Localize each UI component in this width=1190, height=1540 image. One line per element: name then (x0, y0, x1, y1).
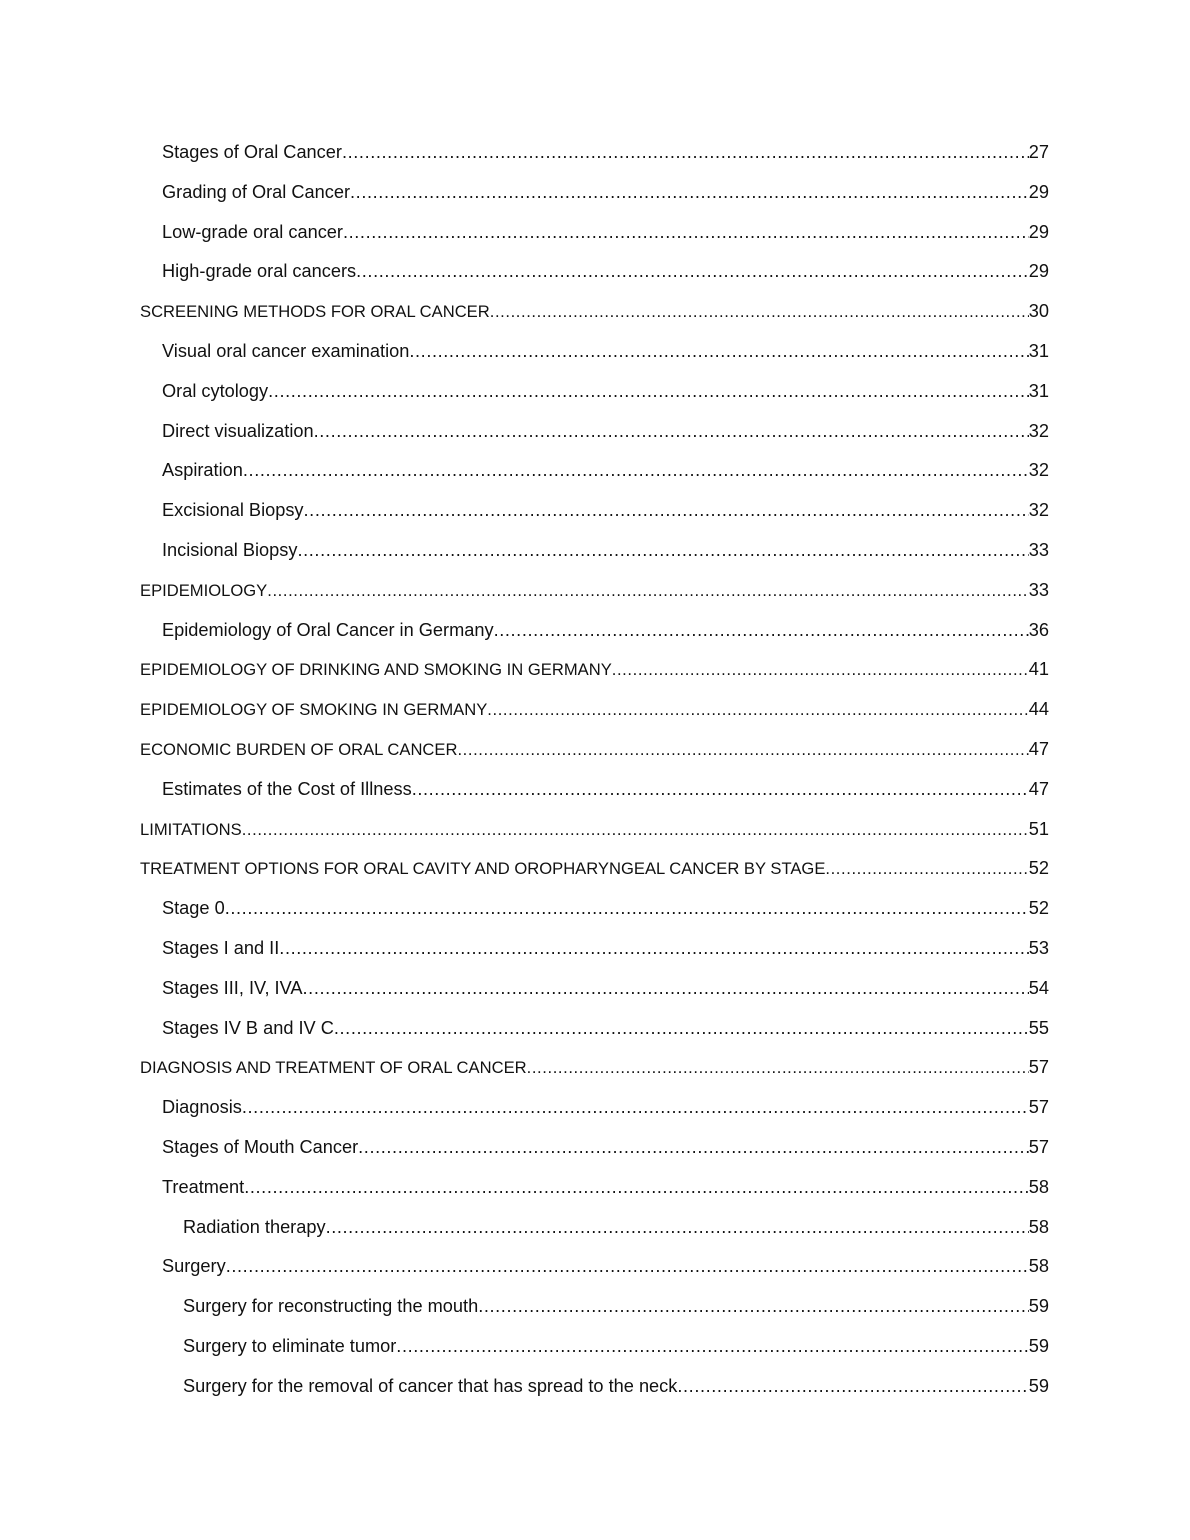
toc-dot-leader (267, 571, 1029, 611)
toc-entry-title: Surgery for the removal of cancer that has spread to the neck (183, 1375, 678, 1396)
toc-dot-leader (304, 491, 1029, 531)
toc-dot-leader (225, 889, 1029, 929)
toc-dot-leader (527, 1048, 1029, 1088)
toc-entry-title: Incisional Biopsy (162, 539, 298, 560)
toc-dot-leader (350, 173, 1029, 213)
toc-entry[interactable] (140, 1327, 1049, 1367)
toc-entry[interactable] (140, 1367, 1049, 1407)
toc-dot-leader (242, 810, 1029, 850)
toc-dot-leader (326, 1208, 1029, 1248)
toc-entry-page-number: 47 (1028, 778, 1049, 799)
toc-dot-leader (412, 770, 1029, 810)
toc-entry-title: Stage 0 (162, 898, 225, 919)
toc-entry-page-number: 36 (1028, 619, 1049, 640)
toc-entry-page-number: 41 (1028, 659, 1049, 680)
toc-entry-page-number: 57 (1028, 1136, 1049, 1157)
toc-entry-title: Estimates of the Cost of Illness (162, 778, 412, 799)
toc-dot-leader (677, 1367, 1028, 1407)
toc-entry[interactable] (140, 969, 1049, 1009)
toc-entry[interactable] (140, 770, 1049, 810)
toc-entry-title: DIAGNOSIS AND TREATMENT OF ORAL CANCER (140, 1058, 527, 1078)
toc-entry-title: Excisional Biopsy (162, 500, 304, 521)
toc-dot-leader (457, 730, 1028, 770)
toc-entry[interactable] (140, 451, 1049, 491)
toc-dot-leader (303, 969, 1029, 1009)
toc-entry-page-number: 59 (1028, 1375, 1049, 1396)
toc-entry[interactable] (140, 1048, 1049, 1088)
toc-entry-title: Epidemiology of Oral Cancer in Germany (162, 619, 494, 640)
toc-entry-page-number: 47 (1028, 738, 1049, 759)
toc-entry[interactable] (140, 810, 1049, 850)
toc-entry-title: SCREENING METHODS FOR ORAL CANCER (140, 302, 490, 322)
toc-entry-title: Aspiration (162, 460, 243, 481)
toc-dot-leader (478, 1287, 1029, 1327)
toc-entry[interactable] (140, 1287, 1049, 1327)
toc-entry-title: Radiation therapy (183, 1216, 326, 1237)
toc-entry-page-number: 57 (1028, 1097, 1049, 1118)
toc-dot-leader (334, 1009, 1029, 1049)
toc-dot-leader (226, 1247, 1029, 1287)
toc-entry-page-number: 32 (1028, 420, 1049, 441)
toc-entry[interactable] (140, 650, 1049, 690)
toc-entry-title: Oral cytology (162, 380, 269, 401)
toc-entry[interactable] (140, 730, 1049, 770)
toc-dot-leader (268, 372, 1029, 412)
toc-entry-title: High-grade oral cancers (162, 261, 357, 282)
toc-entry[interactable] (140, 929, 1049, 969)
toc-entry[interactable] (140, 133, 1049, 173)
toc-dot-leader (297, 531, 1028, 571)
toc-entry-page-number: 57 (1028, 1057, 1049, 1078)
toc-dot-leader (825, 849, 1028, 889)
toc-dot-leader (487, 690, 1028, 730)
toc-entry[interactable] (140, 1009, 1049, 1049)
toc-entry-title: EPIDEMIOLOGY OF DRINKING AND SMOKING IN GERMANY (140, 660, 612, 680)
toc-dot-leader (494, 611, 1029, 651)
toc-entry-page-number: 29 (1028, 221, 1049, 242)
toc-entry-title: Direct visualization (162, 420, 314, 441)
toc-entry-page-number: 52 (1028, 858, 1049, 879)
toc-entry-page-number: 29 (1028, 181, 1049, 202)
toc-entry-page-number: 59 (1028, 1335, 1049, 1356)
toc-dot-leader (409, 332, 1028, 372)
toc-entry[interactable] (140, 611, 1049, 651)
toc-entry-title: Diagnosis (162, 1097, 242, 1118)
toc-dot-leader (358, 1128, 1029, 1168)
toc-dot-leader (396, 1327, 1028, 1367)
toc-entry[interactable] (140, 690, 1049, 730)
toc-entry-title: Stages of Mouth Cancer (162, 1136, 359, 1157)
toc-entry-title: Surgery (162, 1256, 226, 1277)
toc-entry-title: EPIDEMIOLOGY OF SMOKING IN GERMANY (140, 700, 488, 720)
toc-dot-leader (243, 451, 1029, 491)
toc-dot-leader (343, 213, 1029, 253)
toc-entry[interactable] (140, 531, 1049, 571)
toc-entry-title: Grading of Oral Cancer (162, 181, 351, 202)
toc-entry-page-number: 30 (1028, 301, 1049, 322)
toc-entry[interactable] (140, 173, 1049, 213)
toc-entry-page-number: 52 (1028, 898, 1049, 919)
toc-entry-page-number: 32 (1028, 460, 1049, 481)
toc-entry[interactable] (140, 1128, 1049, 1168)
toc-entry[interactable] (140, 1208, 1049, 1248)
toc-dot-leader (342, 133, 1029, 173)
toc-entry-title: Treatment (162, 1176, 245, 1197)
toc-entry-page-number: 59 (1028, 1296, 1049, 1317)
toc-dot-leader (242, 1088, 1029, 1128)
toc-entry[interactable] (140, 372, 1049, 412)
toc-dot-leader (356, 252, 1029, 292)
toc-dot-leader (244, 1168, 1029, 1208)
toc-entry-page-number: 53 (1028, 937, 1049, 958)
toc-entry[interactable] (140, 1168, 1049, 1208)
toc-entry-page-number: 44 (1028, 699, 1049, 720)
toc-entry-page-number: 58 (1028, 1176, 1049, 1197)
toc-entry-page-number: 33 (1028, 579, 1049, 600)
toc-entry[interactable] (140, 1088, 1049, 1128)
table-of-contents (140, 133, 1049, 1407)
toc-entry-page-number: 29 (1028, 261, 1049, 282)
toc-entry-page-number: 54 (1028, 977, 1049, 998)
toc-entry[interactable] (140, 849, 1049, 889)
toc-entry[interactable] (140, 213, 1049, 253)
toc-entry-page-number: 31 (1028, 340, 1049, 361)
toc-entry-title: Stages I and II (162, 937, 280, 958)
toc-dot-leader (612, 650, 1029, 690)
toc-entry[interactable] (140, 1247, 1049, 1287)
toc-entry[interactable] (140, 252, 1049, 292)
toc-entry[interactable] (140, 292, 1049, 332)
toc-entry-page-number: 58 (1028, 1256, 1049, 1277)
toc-entry[interactable] (140, 412, 1049, 452)
toc-entry-title: ECONOMIC BURDEN OF ORAL CANCER (140, 739, 458, 759)
toc-entry-title: Surgery for reconstructing the mouth (183, 1296, 479, 1317)
toc-entry-page-number: 55 (1028, 1017, 1049, 1038)
toc-dot-leader (314, 412, 1029, 452)
toc-entry-page-number: 27 (1028, 142, 1049, 162)
toc-entry-title: EPIDEMIOLOGY (140, 580, 268, 600)
toc-entry-title: TREATMENT OPTIONS FOR ORAL CAVITY AND OROPHARYNGEAL CANCER BY STAGE (140, 859, 826, 879)
toc-entry-title: Low-grade oral cancer (162, 221, 343, 242)
toc-entry-page-number: 51 (1028, 818, 1049, 839)
toc-entry-title: Stages IV B and IV C (162, 1017, 334, 1038)
toc-dot-leader (490, 292, 1029, 332)
toc-entry-title: Stages of Oral Cancer (162, 142, 342, 162)
toc-entry-title: LIMITATIONS (140, 819, 242, 839)
toc-entry-page-number: 33 (1028, 539, 1049, 560)
toc-entry[interactable] (140, 491, 1049, 531)
toc-entry-page-number: 31 (1028, 380, 1049, 401)
toc-entry-title: Surgery to eliminate tumor (183, 1335, 397, 1356)
toc-entry-page-number: 32 (1028, 500, 1049, 521)
toc-entry[interactable] (140, 889, 1049, 929)
toc-entry-title: Visual oral cancer examination (162, 340, 410, 361)
toc-entry-page-number: 58 (1028, 1216, 1049, 1237)
toc-entry[interactable] (140, 332, 1049, 372)
toc-entry-title: Stages III, IV, IVA (162, 977, 303, 998)
toc-entry[interactable] (140, 571, 1049, 611)
toc-dot-leader (279, 929, 1028, 969)
